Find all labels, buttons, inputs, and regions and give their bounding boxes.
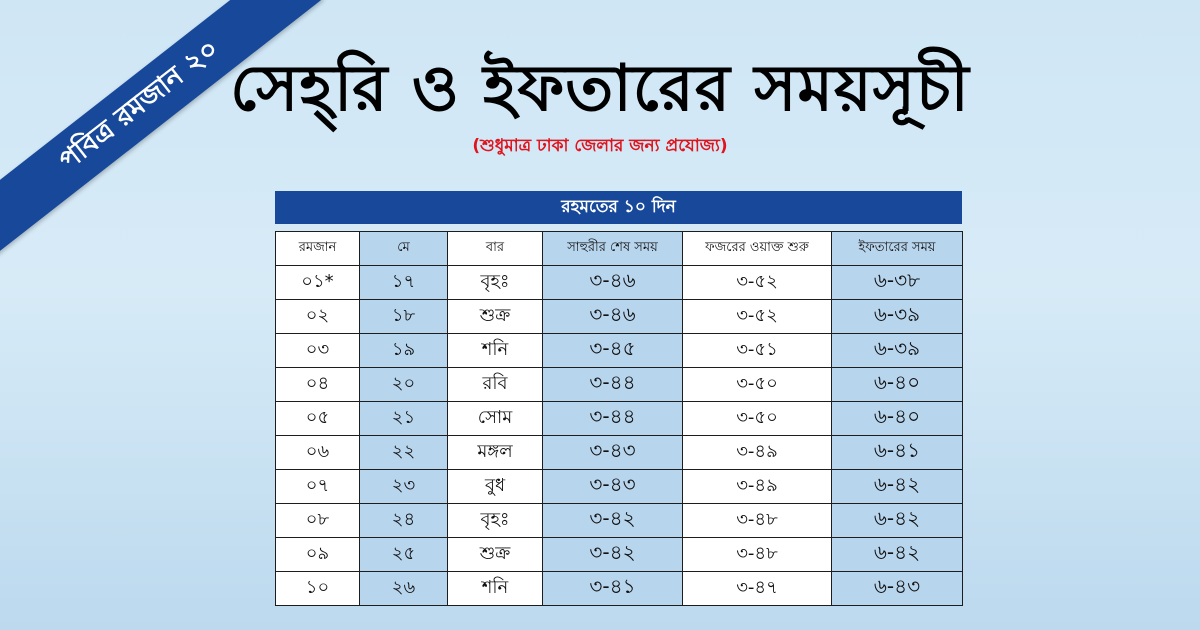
cell-ifter: ৬-৪২	[832, 504, 963, 538]
cell-day: শুক্র	[448, 300, 543, 334]
table-row	[276, 334, 963, 368]
cell-sahri: ৩-৪২	[543, 504, 683, 538]
cell-fajr: ৩-৪৯	[683, 470, 832, 504]
cell-ramadan: ০৮	[276, 504, 360, 538]
cell-ifter: ৬-৩৮	[832, 266, 963, 300]
table-header-row	[276, 232, 963, 266]
cell-ifter: ৬-৪০	[832, 402, 963, 436]
cell-sahri: ৩-৪৫	[543, 334, 683, 368]
cell-day: শুক্র	[448, 538, 543, 572]
header-iftar: ইফতারের সময়	[832, 232, 963, 266]
cell-day: বৃহঃ	[448, 504, 543, 538]
cell-ramadan: ০৩	[276, 334, 360, 368]
cell-ifter: ৬-৩৯	[832, 300, 963, 334]
cell-may: ২৬	[360, 572, 448, 606]
cell-may: ২২	[360, 436, 448, 470]
cell-ifter: ৬-৪৩	[832, 572, 963, 606]
cell-sahri: ৩-৪৬	[543, 266, 683, 300]
cell-may: ১৭	[360, 266, 448, 300]
cell-fajr: ৩-৫১	[683, 334, 832, 368]
header-sahri-end: সাহুরীর শেষ সময়	[543, 232, 683, 266]
cell-may: ২০	[360, 368, 448, 402]
cell-sahri: ৩-৪২	[543, 538, 683, 572]
cell-sahri: ৩-৪৪	[543, 402, 683, 436]
cell-may: ২১	[360, 402, 448, 436]
cell-day: বুধ	[448, 470, 543, 504]
cell-ramadan: ০৬	[276, 436, 360, 470]
cell-sahri: ৩-৪৩	[543, 470, 683, 504]
cell-fajr: ৩-৪৮	[683, 504, 832, 538]
cell-ifter: ৬-৪২	[832, 470, 963, 504]
cell-may: ২৩	[360, 470, 448, 504]
page-subtitle: (শুধুমাত্র ঢাকা জেলার জন্য প্রযোজ্য)	[472, 136, 728, 156]
cell-fajr: ৩-৪৯	[683, 436, 832, 470]
cell-ramadan: ০৫	[276, 402, 360, 436]
header-ramadan: রমজান	[276, 232, 360, 266]
cell-ramadan: ০৭	[276, 470, 360, 504]
table-row	[276, 538, 963, 572]
schedule-table	[275, 231, 963, 606]
header-day: বার	[448, 232, 543, 266]
table-row	[276, 266, 963, 300]
cell-ifter: ৬-৩৯	[832, 334, 963, 368]
cell-may: ২৫	[360, 538, 448, 572]
page-title: সেহ্‌রি ও ইফতারের সময়সূচী	[230, 51, 970, 126]
table-body	[276, 266, 963, 606]
header-fajr-start: ফজরের ওয়াক্ত শুরু	[683, 232, 832, 266]
cell-sahri: ৩-৪৩	[543, 436, 683, 470]
cell-may: ১৮	[360, 300, 448, 334]
cell-sahri: ৩-৪১	[543, 572, 683, 606]
cell-fajr: ৩-৪৮	[683, 538, 832, 572]
cell-sahri: ৩-৪৪	[543, 368, 683, 402]
table-row	[276, 504, 963, 538]
cell-ramadan: ১০	[276, 572, 360, 606]
cell-ramadan: ০২	[276, 300, 360, 334]
cell-fajr: ৩-৪৭	[683, 572, 832, 606]
cell-day: রবি	[448, 368, 543, 402]
table-row	[276, 436, 963, 470]
cell-ifter: ৬-৪২	[832, 538, 963, 572]
cell-day: শনি	[448, 572, 543, 606]
cell-sahri: ৩-৪৬	[543, 300, 683, 334]
table-row	[276, 470, 963, 504]
cell-fajr: ৩-৫২	[683, 266, 832, 300]
cell-fajr: ৩-৫২	[683, 300, 832, 334]
ribbon-text: পবিত্র রমজান ২০	[53, 32, 225, 176]
cell-ramadan: ০১*	[276, 266, 360, 300]
cell-fajr: ৩-৫০	[683, 368, 832, 402]
header-may: মে	[360, 232, 448, 266]
cell-fajr: ৩-৫০	[683, 402, 832, 436]
table-row	[276, 572, 963, 606]
cell-may: ২৪	[360, 504, 448, 538]
cell-day: বৃহঃ	[448, 266, 543, 300]
cell-day: শনি	[448, 334, 543, 368]
cell-ramadan: ০৯	[276, 538, 360, 572]
cell-ramadan: ০৪	[276, 368, 360, 402]
section-banner: রহমতের ১০ দিন	[275, 191, 962, 224]
cell-day: সোম	[448, 402, 543, 436]
table-row	[276, 368, 963, 402]
cell-ifter: ৬-৪১	[832, 436, 963, 470]
table-row	[276, 402, 963, 436]
cell-may: ১৯	[360, 334, 448, 368]
table-row	[276, 300, 963, 334]
cell-day: মঙ্গল	[448, 436, 543, 470]
cell-ifter: ৬-৪০	[832, 368, 963, 402]
